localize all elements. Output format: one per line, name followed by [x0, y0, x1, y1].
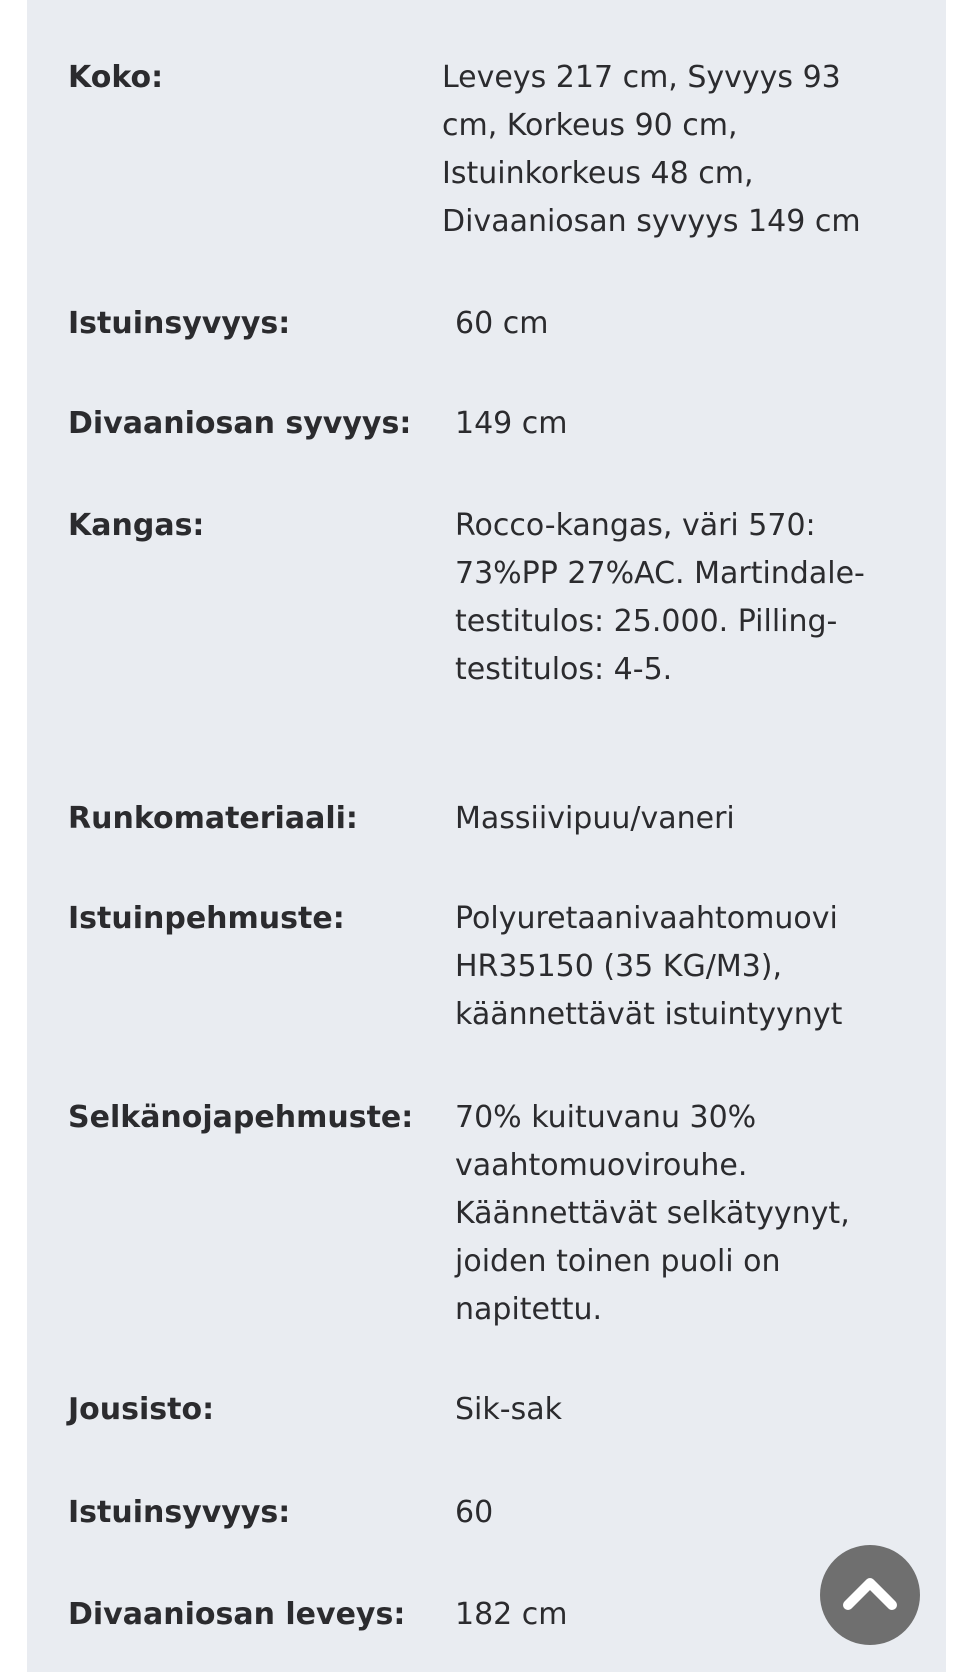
spec-value: 60 cm — [455, 306, 549, 341]
spec-value: Rocco-kangas, väri 570: 73%PP 27%AC. Martindale-testitulos: 25.000. Pilling-testitulos: 4-5. — [455, 508, 865, 687]
spec-label: Jousisto: — [68, 1392, 215, 1427]
spec-label: Selkänojapehmuste: — [68, 1100, 414, 1135]
spec-value: Leveys 217 cm, Syvyys 93 cm, Korkeus 90 cm, Istuinkorkeus 48 cm, Divaaniosan syvyys 149 cm — [442, 60, 861, 239]
chevron-up-icon — [840, 1567, 900, 1617]
spec-value: 149 cm — [455, 406, 568, 441]
spec-value: Sik-sak — [455, 1392, 562, 1427]
spec-label: Koko: — [68, 60, 164, 95]
spec-label: Istuinpehmuste: — [68, 901, 345, 936]
scroll-to-top-button[interactable] — [820, 1545, 920, 1645]
spec-label: Divaaniosan leveys: — [68, 1597, 406, 1632]
spec-value: Polyuretaanivaahtomuovi HR35150 (35 KG/M3), käännettävät istuintyynyt — [455, 901, 843, 1032]
spec-value: 70% kuituvanu 30% vaahtomuovirouhe. Käännettävät selkätyynyt, joiden toinen puoli on napitettu. — [455, 1100, 850, 1327]
spec-label: Kangas: — [68, 508, 205, 543]
spec-label: Divaaniosan syvyys: — [68, 406, 412, 441]
spec-value: 60 — [455, 1495, 494, 1530]
spec-label: Istuinsyvyys: — [68, 306, 291, 341]
spec-value: 182 cm — [455, 1597, 568, 1632]
spec-label: Runkomateriaali: — [68, 801, 358, 836]
spec-value: Massiivipuu/vaneri — [455, 801, 735, 836]
spec-label: Istuinsyvyys: — [68, 1495, 291, 1530]
